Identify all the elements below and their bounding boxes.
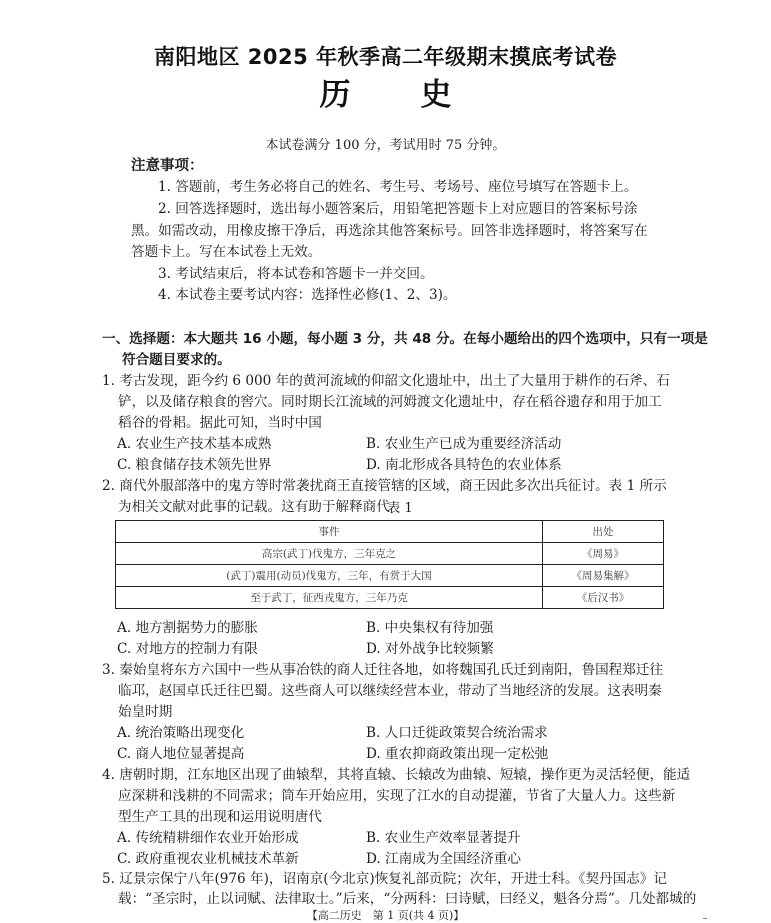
notice-item-2: 2. 回答选择题时，选出每小题答案后，用铅笔把答题卡上对应题目的答案标号涂 (158, 201, 638, 217)
notice-heading: 注意事项： (131, 158, 204, 174)
subject-char-1: 历 (319, 77, 351, 113)
q2-stem-line-2: 为相关文献对此事的记载。这有助于解释商代 (118, 499, 390, 515)
q3-stem-line-1: 3. 秦始皇将东方六国中一些从事冶铁的商人迁往各地，如将魏国孔氏迁到南阳，鲁国程郑迁往 (102, 662, 664, 678)
history-records-table (115, 520, 664, 609)
scan-mark (703, 918, 707, 919)
q3-option-d: D. 重农抑商政策出现一定松弛 (366, 746, 549, 762)
q3-stem-line-2: 临邛，赵国卓氏迁往巴蜀。这些商人可以继续经营本业，带动了当地经济的发展。这表明秦 (118, 683, 662, 699)
q1-option-d: D. 南北形成各具特色的农业体系 (366, 457, 562, 473)
q3-option-b: B. 人口迁徙政策契合统治需求 (366, 725, 548, 741)
q3-stem-line-3: 始皇时期 (118, 704, 173, 720)
q2-option-d: D. 对外战争比较频繁 (366, 641, 494, 657)
q1-stem-line-1: 1. 考古发现，距今约 6 000 年的黄河流域的仰韶文化遗址中，出土了大量用于耕作的石斧、石 (102, 373, 670, 389)
q1-option-c: C. 粮食储存技术领先世界 (117, 457, 272, 473)
table-header-row (116, 521, 664, 543)
q5-stem-line-1: 5. 辽景宗保宁八年(976 年)，诏南京(今北京)恢复礼部贡院；次年，开进士科。《契丹国志》记 (102, 871, 667, 887)
q4-stem-line-1: 4. 唐朝时期，江东地区出现了曲辕犁，其将直辕、长辕改为曲辕、短辕，操作更为灵活轻便，能适 (102, 767, 691, 783)
table-header-source: 出处 (543, 521, 664, 543)
table-cell-event: 至于武丁，征西戎鬼方，三年乃克 (116, 587, 543, 609)
notice-item-3: 3. 考试结束后，将本试卷和答题卡一并交回。 (158, 266, 434, 282)
page-footer: 【高二历史 第 1 页(共 4 页)】 (306, 909, 465, 922)
q1-option-a: A. 农业生产技术基本成熟 (117, 436, 272, 452)
table-cell-event: 高宗(武丁)伐鬼方，三年克之 (116, 543, 543, 565)
q2-option-a: A. 地方割据势力的膨胀 (117, 620, 258, 636)
section-heading-cont: 符合题目要求的。 (122, 352, 231, 368)
table-caption: 表 1 (387, 501, 413, 516)
q2-option-c: C. 对地方的控制力有限 (117, 641, 258, 657)
table-cell-source: 《周易集解》 (543, 565, 664, 587)
subject-title (0, 76, 771, 114)
notice-item-2-cont2: 答题卡上。写在本试卷上无效。 (131, 244, 322, 260)
q4-option-c: C. 政府重视农业机械技术革新 (117, 851, 299, 867)
table-header-event: 事件 (116, 521, 543, 543)
notice-item-4: 4. 本试卷主要考试内容：选择性必修(1、2、3)。 (158, 287, 457, 303)
q4-option-a: A. 传统精耕细作农业开始形成 (117, 830, 299, 846)
subject-char-2: 史 (420, 77, 452, 113)
table-cell-event: (武丁)震用(动员)伐鬼方，三年，有赏于大国 (116, 565, 543, 587)
q4-stem-line-3: 型生产工具的出现和运用说明唐代 (118, 809, 322, 825)
q3-option-c: C. 商人地位显著提高 (117, 746, 245, 762)
q5-stem-line-2: 载：“圣宗时，止以词赋、法律取士。”后来，“分两科：曰诗赋，曰经义，魁各分焉”。几处都城的 (118, 891, 697, 907)
q1-option-b: B. 农业生产已成为重要经济活动 (366, 436, 562, 452)
section-heading: 一、选择题：本大题共 16 小题，每小题 3 分，共 48 分。在每小题给出的四个选项中，只有一项是 (102, 331, 708, 347)
exam-info: 本试卷满分 100 分，考试用时 75 分钟。 (265, 138, 506, 153)
notice-item-2-cont: 黑。如需改动，用橡皮擦干净后，再选涂其他答案标号。回答非选择题时，将答案写在 (131, 223, 648, 239)
q4-option-b: B. 农业生产效率显著提升 (366, 830, 521, 846)
table-row (116, 543, 664, 565)
q3-option-a: A. 统治策略出现变化 (117, 725, 245, 741)
q1-stem-line-2: 铲，以及储存粮食的窖穴。同时期长江流域的河姆渡文化遗址中，存在稻谷遗存和用于加工 (118, 394, 662, 410)
q2-stem-line-1: 2. 商代外服部落中的鬼方等时常袭扰商王直接管辖的区域，商王因此多次出兵征讨。表 1 所示 (102, 478, 667, 494)
q4-stem-line-2: 应深耕和浅耕的不同需求；筒车开始应用，实现了江水的自动提灌，节省了大量人力。这些新 (118, 788, 676, 804)
notice-item-1: 1. 答题前，考生务必将自己的姓名、考生号、考场号、座位号填写在答题卡上。 (158, 179, 638, 195)
q1-stem-line-3: 稻谷的骨耜。据此可知，当时中国 (118, 415, 322, 431)
exam-title: 南阳地区 2025 年秋季高二年级期末摸底考试卷 (153, 45, 618, 69)
q4-option-d: D. 江南成为全国经济重心 (366, 851, 521, 867)
q2-option-b: B. 中央集权有待加强 (366, 620, 494, 636)
table-cell-source: 《后汉书》 (543, 587, 664, 609)
table-row (116, 587, 664, 609)
table-cell-source: 《周易》 (543, 543, 664, 565)
table-row (116, 565, 664, 587)
